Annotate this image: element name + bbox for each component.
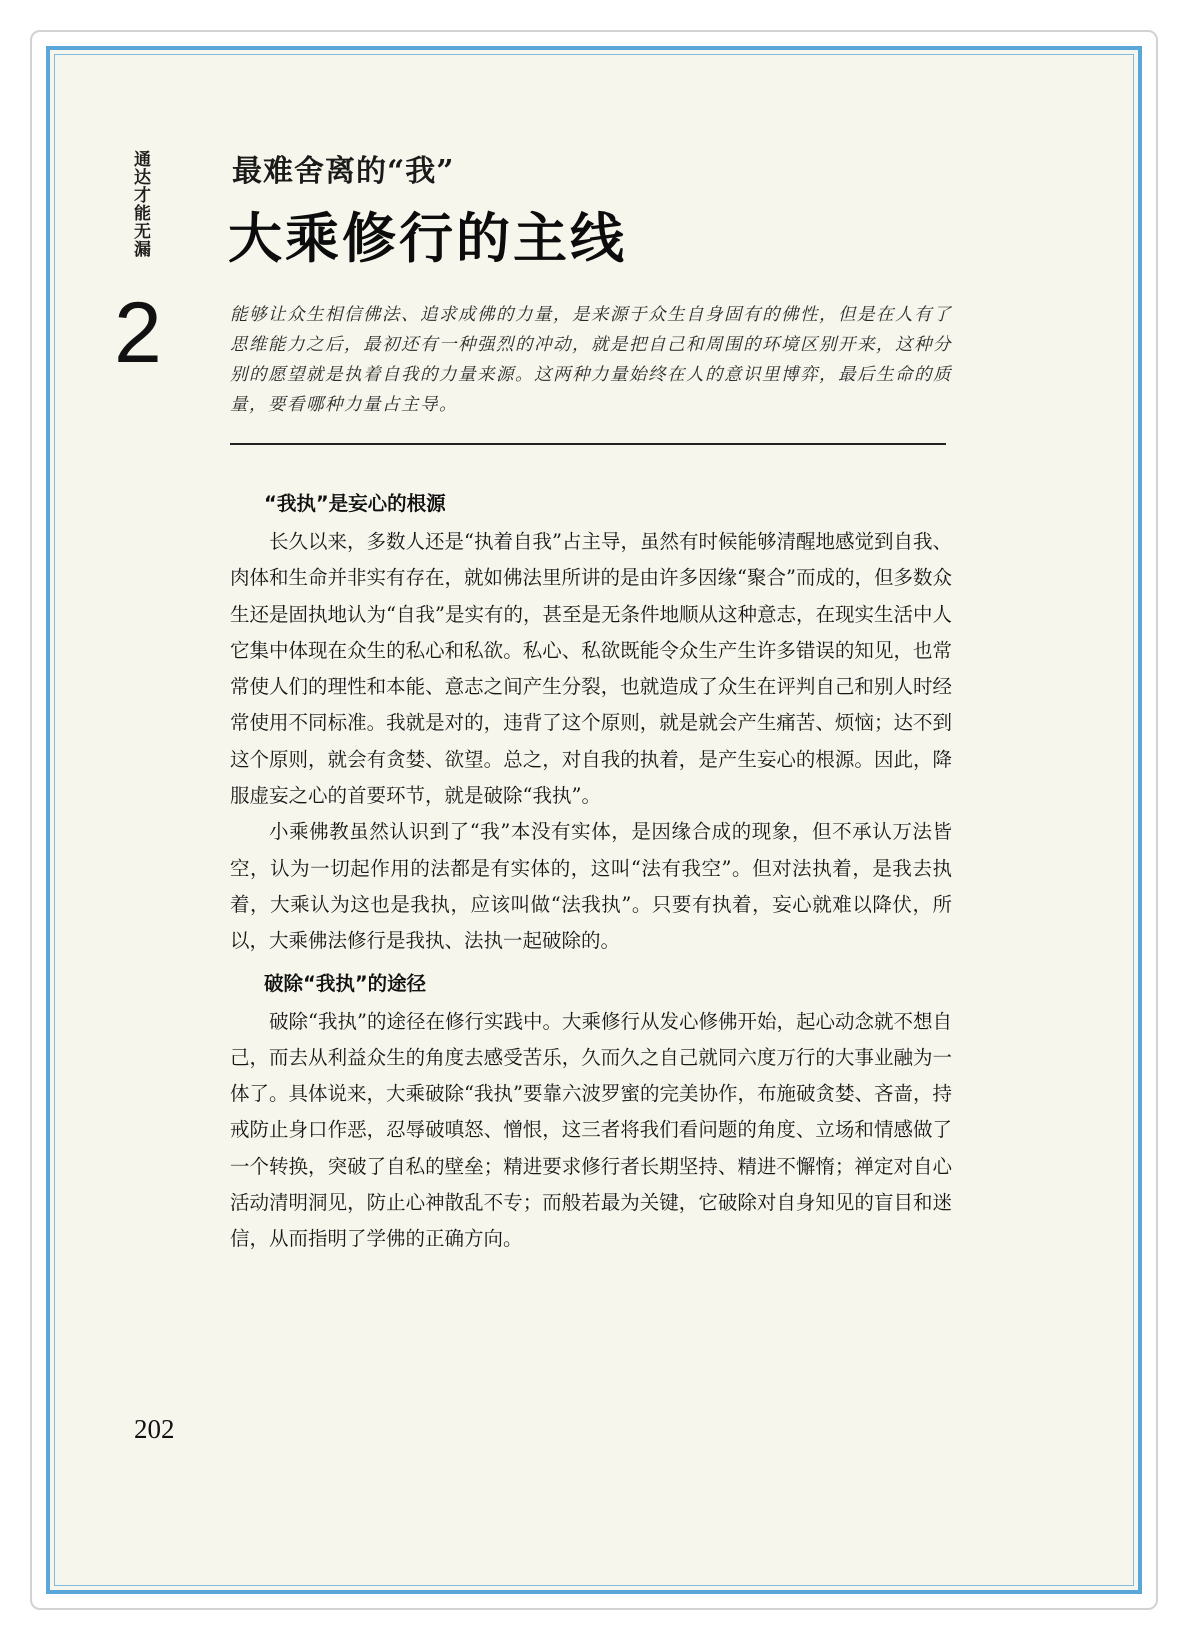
- paragraph: 破除“我执”的途径在修行实践中。大乘修行从发心修佛开始，起心动念就不想自己，而去从利益众生的角度去感受苦乐，久而久之自己就同六度万行的大事业融为一体了。具体说来，大乘破除“我执”要靠六波罗蜜的完美协作，布施破贪婪、吝啬，持戒防止身口作恶，忍辱破嗔怒、憎恨，这三者将我们看问题的角度、立场和情感做了一个转换，突破了自私的壁垒；精进要求修行者长期坚持、精进不懈惰；禅定对自心活动清明洞见，防止心神散乱不专；而般若最为关键，它破除对自身知见的盲目和迷信，从而指明了学佛的正确方向。: [230, 1009, 952, 1251]
- chapter-title: 大乘修行的主线: [228, 207, 627, 270]
- page-number: 202: [134, 1414, 175, 1444]
- title-divider: [230, 443, 946, 445]
- page-border: [46, 46, 1142, 1594]
- body-text: [230, 486, 952, 1258]
- running-head-vertical: 通达才能无漏: [130, 150, 150, 258]
- section-heading: “我执”是妄心的根源: [264, 492, 446, 515]
- chapter-subtitle: 最难舍离的“我”: [232, 154, 455, 189]
- section-heading: 破除“我执”的途径: [264, 971, 427, 995]
- chapter-intro: 能够让众生相信佛法、追求成佛的力量，是来源于众生自身固有的佛性，但是在人有了思维能力之后，最初还有一种强烈的冲动，就是把自己和周围的环境区别开来，这种分别的愿望就是执着自我的力量来源。这两种力量始终在人的意识里博弈，最后生命的质量，要看哪种力量占主导。: [230, 305, 952, 415]
- paragraph: 长久以来，多数人还是“执着自我”占主导，虽然有时候能够清醒地感觉到自我、肉体和生命并非实有存在，就如佛法里所讲的是由许多因缘“聚合”而成的，但多数众生还是固执地认为“自我”是实有的，甚至是无条件地顺从这种意志，在现实生活中人它集中体现在众生的私心和私欲。私心、私欲既能令众生产生许多错误的知见，也常常使人们的理性和本能、意志之间产生分裂，也就造成了众生在评判自己和别人时经常使用不同标准。我就是对的，违背了这个原则，就是就会产生痛苦、烦恼；达不到这个原则，就会有贪婪、欲望。总之，对自我的执着，是产生妄心的根源。因此，降服虚妄之心的首要环节，就是破除“我执”。: [230, 530, 952, 808]
- paragraph: 小乘佛教虽然认识到了“我”本没有实体，是因缘合成的现象，但不承认万法皆空，认为一切起作用的法都是有实体的，这叫“法有我空”。但对法执着，是我去执着，大乘认为这也是我执，应该叫做“法我执”。只要有执着，妄心就难以降伏，所以，大乘佛法修行是我执、法执一起破除的。: [230, 820, 952, 953]
- chapter-number: 2: [114, 285, 162, 381]
